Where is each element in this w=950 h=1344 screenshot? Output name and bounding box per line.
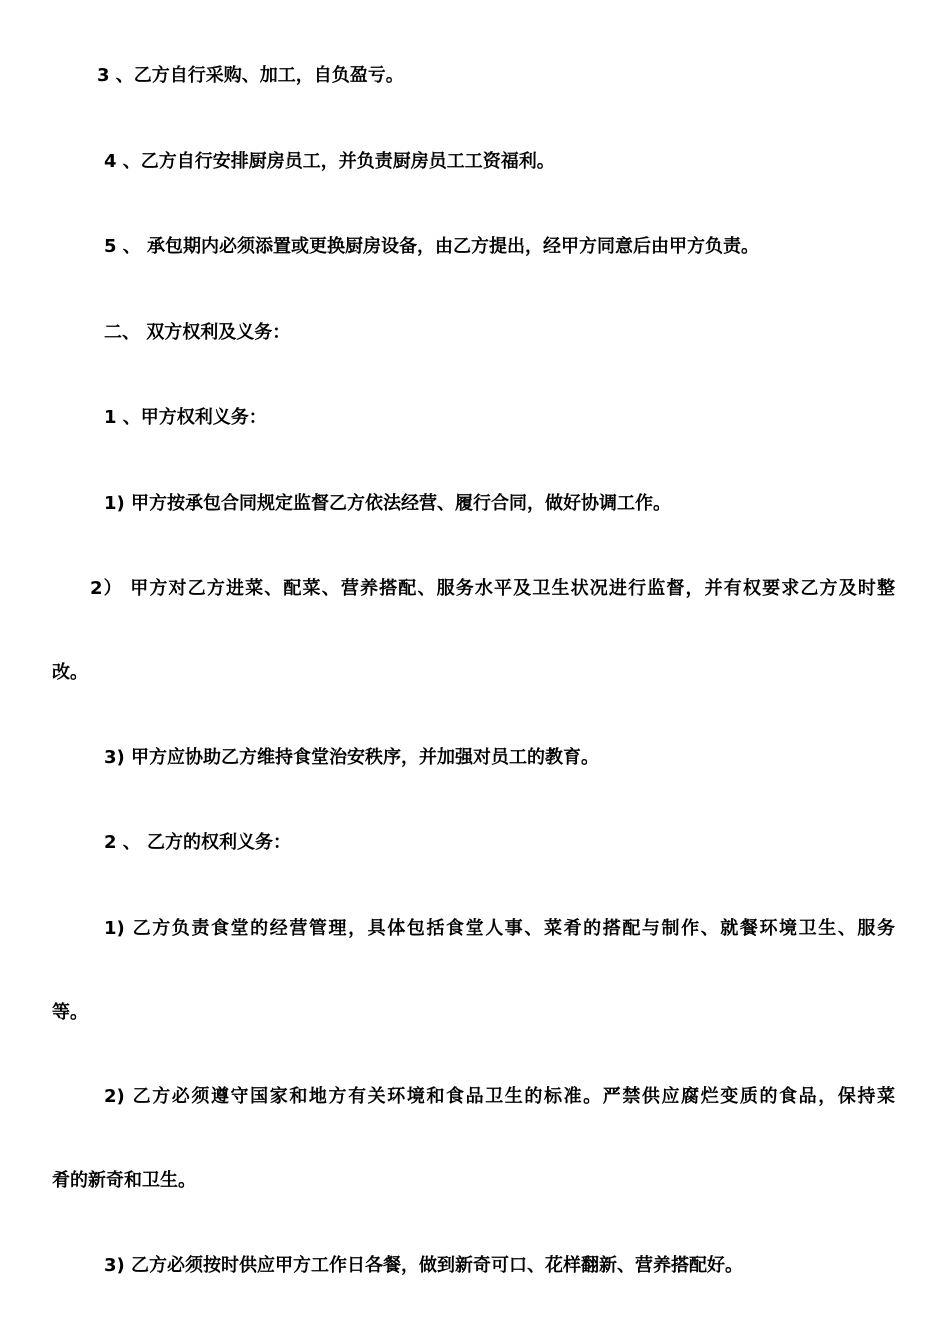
party-b-item-1-continued: 等。 [52,1002,88,1023]
section-heading-rights-obligations: 二、 双方权利及义务： [104,322,291,343]
party-a-item-3: 3) 甲方应协助乙方维持食堂治安秩序，并加强对员工的教育。 [104,747,600,768]
clause-3-purchasing: 3 、乙方自行采购、加工，自负盈亏。 [97,65,404,86]
party-b-item-2-continued: 肴的新奇和卫生。 [52,1170,196,1191]
party-b-item-3: 3) 乙方必须按时供应甲方工作日各餐，做到新奇可口、花样翻新、营养搭配好。 [104,1255,744,1276]
clause-4-kitchen-staff: 4 、乙方自行安排厨房员工，并负责厨房员工工资福利。 [104,151,555,172]
subsection-heading-party-b: 2 、 乙方的权利义务： [104,832,292,853]
party-a-item-2: 2） 甲方对乙方进菜、配菜、营养搭配、服务水平及卫生状况进行监督，并有权要求乙方及时整 [90,578,895,599]
party-a-item-2-continued: 改。 [52,662,88,683]
clause-5-equipment: 5 、 承包期内必须添置或更换厨房设备，由乙方提出，经甲方同意后由甲方负责。 [104,236,760,257]
party-b-item-2: 2) 乙方必须遵守国家和地方有关环境和食品卫生的标准。严禁供应腐烂变质的食品，保持菜 [104,1086,895,1107]
party-b-item-1: 1) 乙方负责食堂的经营管理，具体包括食堂人事、菜肴的搭配与制作、就餐环境卫生、服务 [104,918,895,939]
party-a-item-1: 1) 甲方按承包合同规定监督乙方依法经营、履行合同，做好协调工作。 [104,493,672,514]
subsection-heading-party-a: 1 、甲方权利义务： [104,407,267,428]
